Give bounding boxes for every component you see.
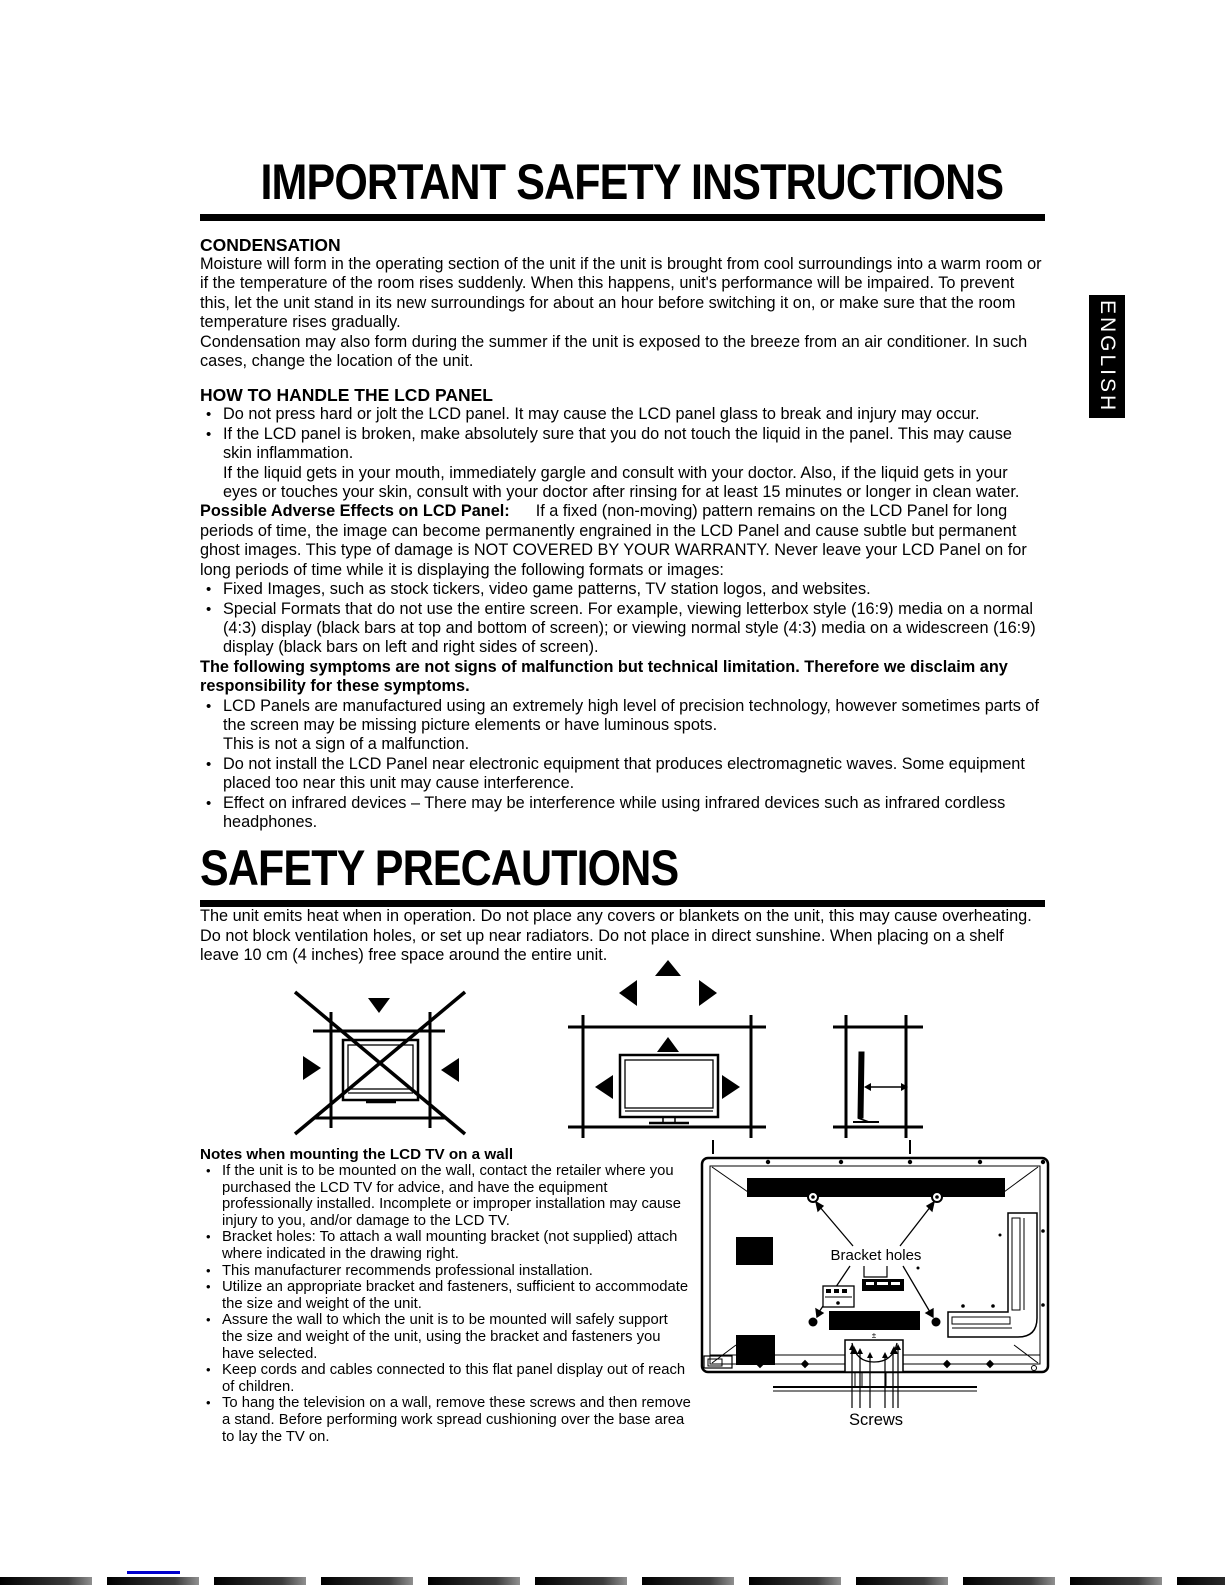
vent-strip-middle (829, 1311, 920, 1330)
list-item-continuation: This is not a sign of a malfunction. (223, 735, 470, 754)
wall-mounting-notes (200, 1146, 692, 1445)
ventilation-clearance-diagrams (283, 950, 963, 1148)
list-item: • LCD Panels are manufactured using an extremely high level of precision technology, however sometimes parts of the screen may be missing picture elements or have luminous spots. This is not a sign of a malfunction. (200, 697, 1045, 755)
precautions-paragraph-1: The unit emits heat when in operation. Do not place any covers or blankets on the unit, this may cause overheating. (200, 907, 1032, 926)
symptoms-heading: The following symptoms are not signs of malfunction but technical limitation. Therefore we disclaim any responsibility for these symptoms. (200, 657, 1008, 696)
tv-rear-view-diagram (690, 1140, 1090, 1440)
adverse-text: If a fixed (non-moving) pattern remains on the LCD Panel for long periods of time, the image can become permanently engrained in the LCD Panel and cause subtle but permanent ghost images. This type of damage is NOT COVERED BY YOUR WARRANTY. Never leave your LCD Panel on for long periods of time while it is displaying the following formats or images: (200, 502, 1027, 579)
list-item: • Assure the wall to which the unit is to be mounted will safely support the size and weight of the unit, using the bracket and fasteners you have selected. (200, 1312, 692, 1362)
arrow-right-icon (303, 1056, 321, 1080)
precautions-paragraph-2: Do not block ventilation holes, or set up near radiators. Do not place in direct sunshine. When placing on a shelf leave 10 cm (4 inches) free space around the entire unit. (200, 926, 1004, 965)
handling-heading: HOW TO HANDLE THE LCD PANEL (200, 385, 493, 406)
condensation-paragraph-1: Moisture will form in the operating section of the unit if the unit is brought from cool surroundings into a warm room or if the temperature of the room rises suddenly. When this happens, unit's performance will be impaired. To prevent this, let the unit stand in its new surroundings for about an hour before switching it on, or make sure that the room temperature rises gradually. (200, 255, 1042, 332)
arrow-left-icon (619, 980, 637, 1006)
list-item: • Fixed Images, such as stock tickers, video game patterns, TV station logos, and websites. (200, 580, 1045, 599)
list-item-continuation: If the liquid gets in your mouth, immediately gargle and consult with your doctor. Also, if the liquid gets in your eyes or touches your skin, consult with your doctor after rinsing for at least 15 minutes or longer in clean water. (223, 463, 1020, 502)
svg-text:±: ± (871, 1331, 877, 1340)
screws-label: Screws (848, 1411, 904, 1429)
page-title-text: IMPORTANT SAFETY INSTRUCTIONS (260, 154, 1004, 210)
list-item: • To hang the television on a wall, remove these screws and then remove a stand. Before performing work spread cushioning over the base area to lay the TV on. (200, 1395, 692, 1445)
list-item: • This manufacturer recommends professional installation. (200, 1263, 692, 1280)
language-tab (1089, 295, 1125, 418)
precautions-title-text: SAFETY PRECAUTIONS (200, 840, 679, 897)
adverse-lead: Possible Adverse Effects on LCD Panel: (200, 502, 510, 521)
page-title (200, 154, 1045, 210)
arrow-left-icon (595, 1075, 613, 1099)
condensation-paragraph-2: Condensation may also form during the summer if the unit is exposed to the breeze from an air conditioner. In such cases, change the location of the unit. (200, 332, 1028, 371)
adverse-list (200, 580, 1045, 658)
clearance-diagram (568, 1015, 766, 1138)
side-clearance-diagram (833, 1015, 923, 1138)
main-column (200, 154, 1045, 966)
scan-artifact-blue-line (127, 1571, 180, 1574)
scan-artifact-edge (0, 1577, 1225, 1585)
arrowhead-left-icon (864, 1083, 871, 1091)
list-item: • If the LCD panel is broken, make absolutely sure that you do not touch the liquid in the panel. This may cause skin inflammation. If the liquid gets in your mouth, immediately gargle and consult with your doctor. Also, if the liquid gets in your eyes or touches your skin, consult with your doctor after rinsing for at least 15 minutes or longer in clean water. (200, 425, 1045, 503)
list-item: • Do not press hard or jolt the LCD panel. It may cause the LCD panel glass to break and injury may occur. (200, 405, 1045, 424)
condensation-heading: CONDENSATION (200, 235, 341, 255)
list-item: • Do not install the LCD Panel near electronic equipment that produces electromagnetic waves. Some equipment placed too near this unit may cause interference. (200, 755, 1045, 794)
arrow-up-icon (657, 1037, 679, 1052)
list-item: • If the unit is to be mounted on the wall, contact the retailer where you purchased the LCD TV for advice, and have the equipment professionally installed. Incomplete or improper installation may cause injury to you, and/or damage to the LCD TV. (200, 1163, 692, 1229)
arrow-right-icon (722, 1075, 740, 1099)
arrow-down-icon (368, 998, 390, 1013)
wall-notes-heading: Notes when mounting the LCD TV on a wall (200, 1146, 514, 1163)
list-item: • Keep cords and cables connected to this flat panel display out of reach of children. (200, 1362, 692, 1395)
language-tab-label: ENGLISH (1096, 299, 1119, 414)
handling-list (200, 405, 1045, 502)
arrow-right-icon (699, 980, 717, 1006)
list-item: • Special Formats that do not use the entire screen. For example, viewing letterbox style (16:9) media on a normal (4:3) display (black bars at top and bottom of screen); or viewing normal style (4:3) media on a widescreen (16:9) display (black bars on left and right sides of screen). (200, 600, 1045, 658)
list-item: • Utilize an appropriate bracket and fasteners, sufficient to accommodate the size and weight of the unit. (200, 1279, 692, 1312)
list-item: • Bracket holes: To attach a wall mounting bracket (not supplied) attach where indicated in the drawing right. (200, 1229, 692, 1262)
wall-notes-list (200, 1163, 692, 1445)
vent-left-lower (736, 1335, 775, 1365)
precautions-rule (200, 900, 1045, 907)
adverse-paragraph (200, 502, 1045, 580)
symptoms-list (200, 697, 1045, 833)
bracket-holes-label: Bracket holes (830, 1247, 922, 1264)
vent-left-upper (736, 1237, 773, 1265)
list-item: • Effect on infrared devices – There may be interference while using infrared devices such as infrared cordless headphones. (200, 794, 1045, 833)
title-rule (200, 214, 1045, 221)
no-enclosure-diagram (295, 992, 465, 1134)
vent-strip-top (747, 1178, 1005, 1197)
arrow-left-icon (441, 1058, 459, 1082)
precautions-title (200, 840, 1045, 897)
arrow-up-icon (655, 960, 681, 976)
